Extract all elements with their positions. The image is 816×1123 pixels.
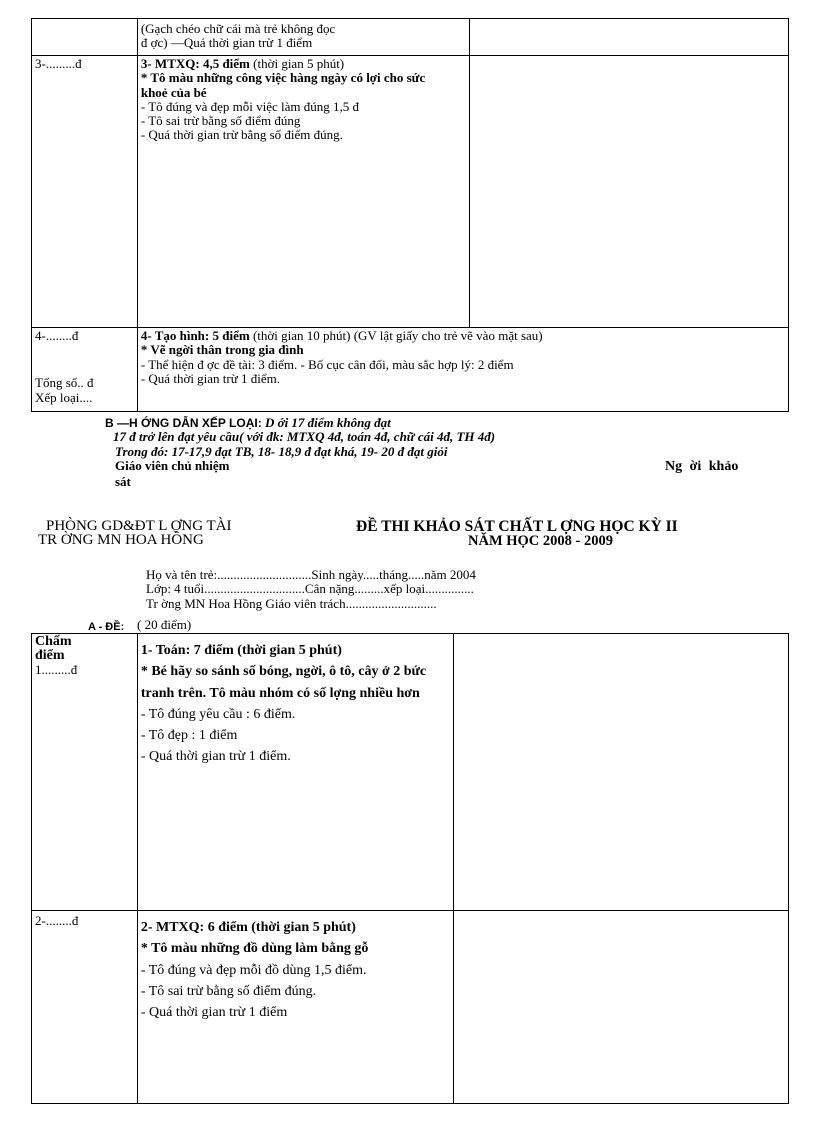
score-header-1: Chấm [35,634,72,649]
top-row-1 [32,19,789,56]
task3-instruction: * Tô màu những công việc hàng ngày có lợi cho sức khoẻ của bé [140,70,426,100]
task1-rule-1: - Tô đúng yêu cầu : 6 điểm. [140,706,296,722]
school-year: NĂM HỌC 2008 - 2009 [468,533,613,549]
top-r1-blank-cell [469,19,788,56]
exam-header [38,518,798,552]
bottom-r1-score-cell [32,634,138,911]
school-name: TR ỜNG MN HOA HỒNG [38,532,204,548]
task4-rule-1: - Thể hiện đ ợc đề tài: 3 điểm. - Bố cục cân đối, màu sắc hợp lý: 2 điểm [140,356,514,372]
task1-rule-3: - Quá thời gian trừ 1 điểm. [140,749,291,765]
student-line-3: Tr ờng MN Hoa Hồng Giáo viên trách............................ [146,595,437,611]
task3-title: 3- MTXQ: 4,5 điểm [140,56,250,71]
task2-instruction: * Tô màu những đồ dùng làm bằng gỗ [140,941,369,957]
task2-title: 2- MTXQ: 6 điểm (thời gian 5 phút) [140,920,356,935]
top-row-2 [32,56,789,328]
top-r1-score-cell [32,19,138,56]
task1-title: 1- Toán: 7 điểm (thời gian 5 phút) [140,643,342,658]
top-r1-content-cell [137,19,469,56]
top-r1-text-1: (Gạch chéo chữ cái mà trẻ không đọc [140,21,336,36]
score-3: 3-.........đ [35,56,82,71]
score-2: 2-........đ [35,913,79,928]
total-score: Tổng số.. đ [35,375,94,391]
examiner-label-2: sát [115,473,131,489]
section-a [88,618,388,634]
section-a-points: ( 20 điểm) [137,617,192,632]
task4-instruction: * Vẽ ngời thân trong gia đình [140,342,304,358]
top-r2-content-cell [137,56,469,328]
bottom-r2-score-cell [32,911,138,1104]
student-info [146,568,746,611]
bottom-r2-content-cell [137,911,453,1104]
guide-pass: 17 đ trở lên đạt yêu cầu( với đk: MTXQ 4đ, toán 4đ, chữ cái 4đ, TH 4đ) [113,429,496,445]
bottom-r1-blank-cell [453,634,788,911]
top-table [31,18,789,412]
guide-fail: D ới 17 điểm không đạt [264,415,391,430]
task3-rule-3: - Quá thời gian trừ bằng số điểm đúng. [140,127,343,143]
task2-rule-2: - Tô sai trừ bằng số điểm đúng. [140,983,317,999]
bottom-row-2 [32,911,789,1104]
student-line-2: Lớp: 4 tuổi...............................Cân nặng.........xếp loại............... [146,581,474,597]
bottom-r1-content-cell [137,634,453,911]
top-r2-score-cell [32,56,138,328]
task3-rule-2: - Tô sai trừ bằng số điểm đúng [140,113,301,129]
guide-heading: B —H ỚNG DẪN XẾP LOẠI: [105,416,262,430]
score-header-2: điểm [35,648,65,663]
task1-rule-2: - Tô đẹp : 1 điểm [140,728,238,744]
task2-rule-3: - Quá thời gian trừ 1 điểm [140,1005,288,1021]
department: PHÒNG GD&ĐT L ỢNG TÀI [46,518,232,534]
task2-rule-1: - Tô đúng và đẹp mỗi đồ dùng 1,5 điểm. [140,962,367,978]
bottom-table [31,633,789,1104]
top-row-3 [32,328,789,412]
student-line-1: Họ và tên trẻ:.............................Sinh ngày.....tháng.....năm 2004 [146,567,476,582]
task4-title: 4- Tạo hình: 5 điểm [140,328,250,343]
guide-levels: Trong đó: 17-17,9 đạt TB, 18- 18,9 đ đạt khá, 19- 20 đ đạt giỏi [115,443,448,459]
score-4: 4-........đ [35,328,79,343]
exam-title: ĐỀ THI KHẢO SÁT CHẤT L ỢNG HỌC KỲ II [356,518,678,535]
score-1: 1.........đ [35,662,78,677]
top-r3-score-cell [32,328,138,412]
rank: Xếp loại.... [35,389,93,405]
top-r1-text-2: đ ợc) —Quá thời gian trừ 1 điểm [140,35,313,51]
task3-time: (thời gian 5 phút) [253,56,345,71]
bottom-row-1 [32,634,789,911]
bottom-r2-blank-cell [453,911,788,1104]
top-r3-content-cell [137,328,788,412]
task4-time: (thời gian 10 phút) (GV lật giấy cho trẻ vẽ vào mặt sau) [252,328,543,343]
homeroom-teacher: Giáo viên chủ nhiệm [115,457,230,473]
examiner-label: Ng ời khảo [665,458,739,474]
task1-instruction: * Bé hãy so sánh số bóng, ngời, ô tô, cây ở 2 bức tranh trên. Tô màu nhóm có số lợng nhiều hơn [140,664,427,701]
task3-rule-1: - Tô đúng và đẹp mỗi việc làm đúng 1,5 đ [140,98,360,114]
section-a-label: A - ĐỀ: [88,621,125,633]
top-r2-blank-cell [469,56,788,328]
grading-guide [105,416,795,489]
task4-rule-2: - Quá thời gian trừ 1 điểm. [140,370,281,386]
